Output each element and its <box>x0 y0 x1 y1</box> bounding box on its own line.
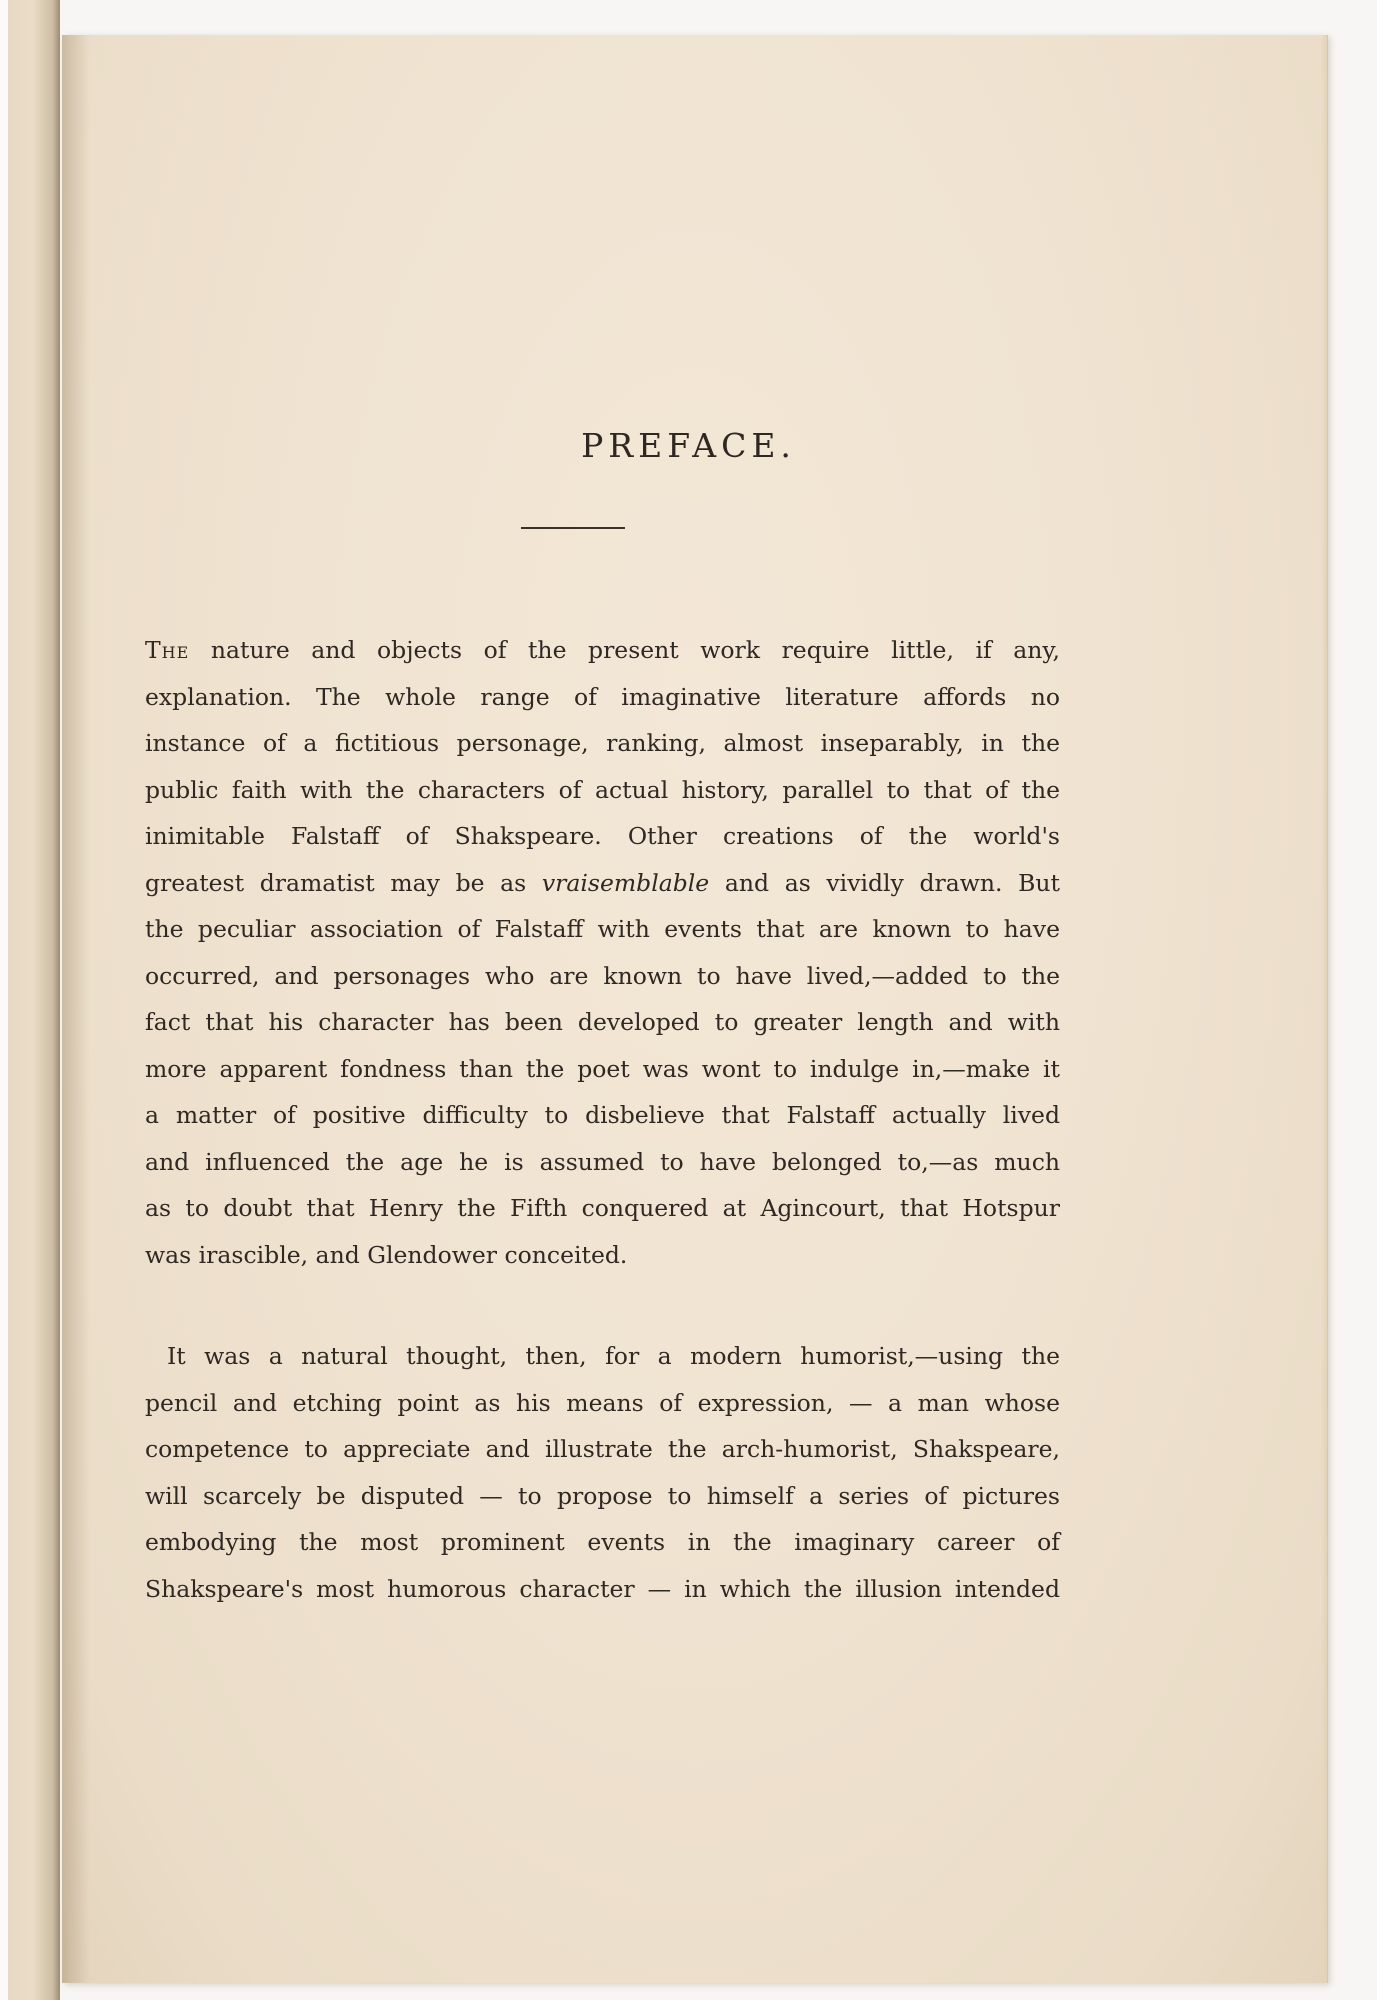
text-line: the peculiar association of Falstaff with events that are known to have <box>145 915 1060 943</box>
text-line <box>145 627 1060 674</box>
left-page-edge <box>0 0 60 2000</box>
text-line <box>145 860 1060 907</box>
text-line: pencil and etching point as his means of expression, — a man whose <box>145 1388 1060 1417</box>
text-line: a matter of positive difficulty to disbelieve that Falstaff actually lived <box>145 1101 1060 1129</box>
text-line: explanation. The whole range of imaginative literature affords no <box>145 682 1060 711</box>
text-line: fact that his character has been developed to greater length and with <box>145 1008 1060 1036</box>
background-margin <box>0 0 8 2000</box>
text-line: as to doubt that Henry the Fifth conquered at Agincourt, that Hotspur <box>145 1194 1060 1222</box>
line-text: nature and objects of the present work require little, if any, <box>210 636 1060 664</box>
text-line: will scarcely be disputed — to propose to himself a series of pictures <box>145 1481 1060 1510</box>
text-line: was irascible, and Glendower conceited. <box>145 1240 628 1269</box>
line-text: and as vividly drawn. But <box>724 868 1060 897</box>
text-line: competence to appreciate and illustrate the arch-humorist, Shakspeare, <box>145 1435 1060 1463</box>
text-line: instance of a fictitious personage, ranking, almost inseparably, in the <box>145 729 1060 757</box>
drop-word: The <box>145 636 190 664</box>
text-line: occurred, and personages who are known to have lived,—added to the <box>145 961 1060 990</box>
page-outer-edge <box>1321 35 1327 1983</box>
text-line: more apparent fondness than the poet was wont to indulge in,—make it <box>145 1054 1060 1083</box>
paragraph-1 <box>145 627 1060 1278</box>
title-rule <box>521 527 625 529</box>
text-line: It was a natural thought, then, for a modern humorist,—using the <box>167 1342 1060 1370</box>
text-line: embodying the most prominent events in the imaginary career of <box>145 1528 1060 1556</box>
text-line: inimitable Falstaff of Shakspeare. Other creations of the world's <box>145 822 1060 850</box>
page-title: PREFACE. <box>581 426 796 465</box>
text-line: and influenced the age he is assumed to have belonged to,—as much <box>145 1147 1060 1176</box>
text-line: Shakspeare's most humorous character — in which the illusion intended <box>145 1574 1060 1603</box>
line-text: greatest dramatist may be as <box>145 868 527 897</box>
italic-word: vraisemblable <box>541 868 710 897</box>
text-line: public faith with the characters of actual history, parallel to that of the <box>145 775 1060 804</box>
paragraph-2 <box>145 1333 1060 1612</box>
page-gutter-shadow <box>62 35 90 1983</box>
